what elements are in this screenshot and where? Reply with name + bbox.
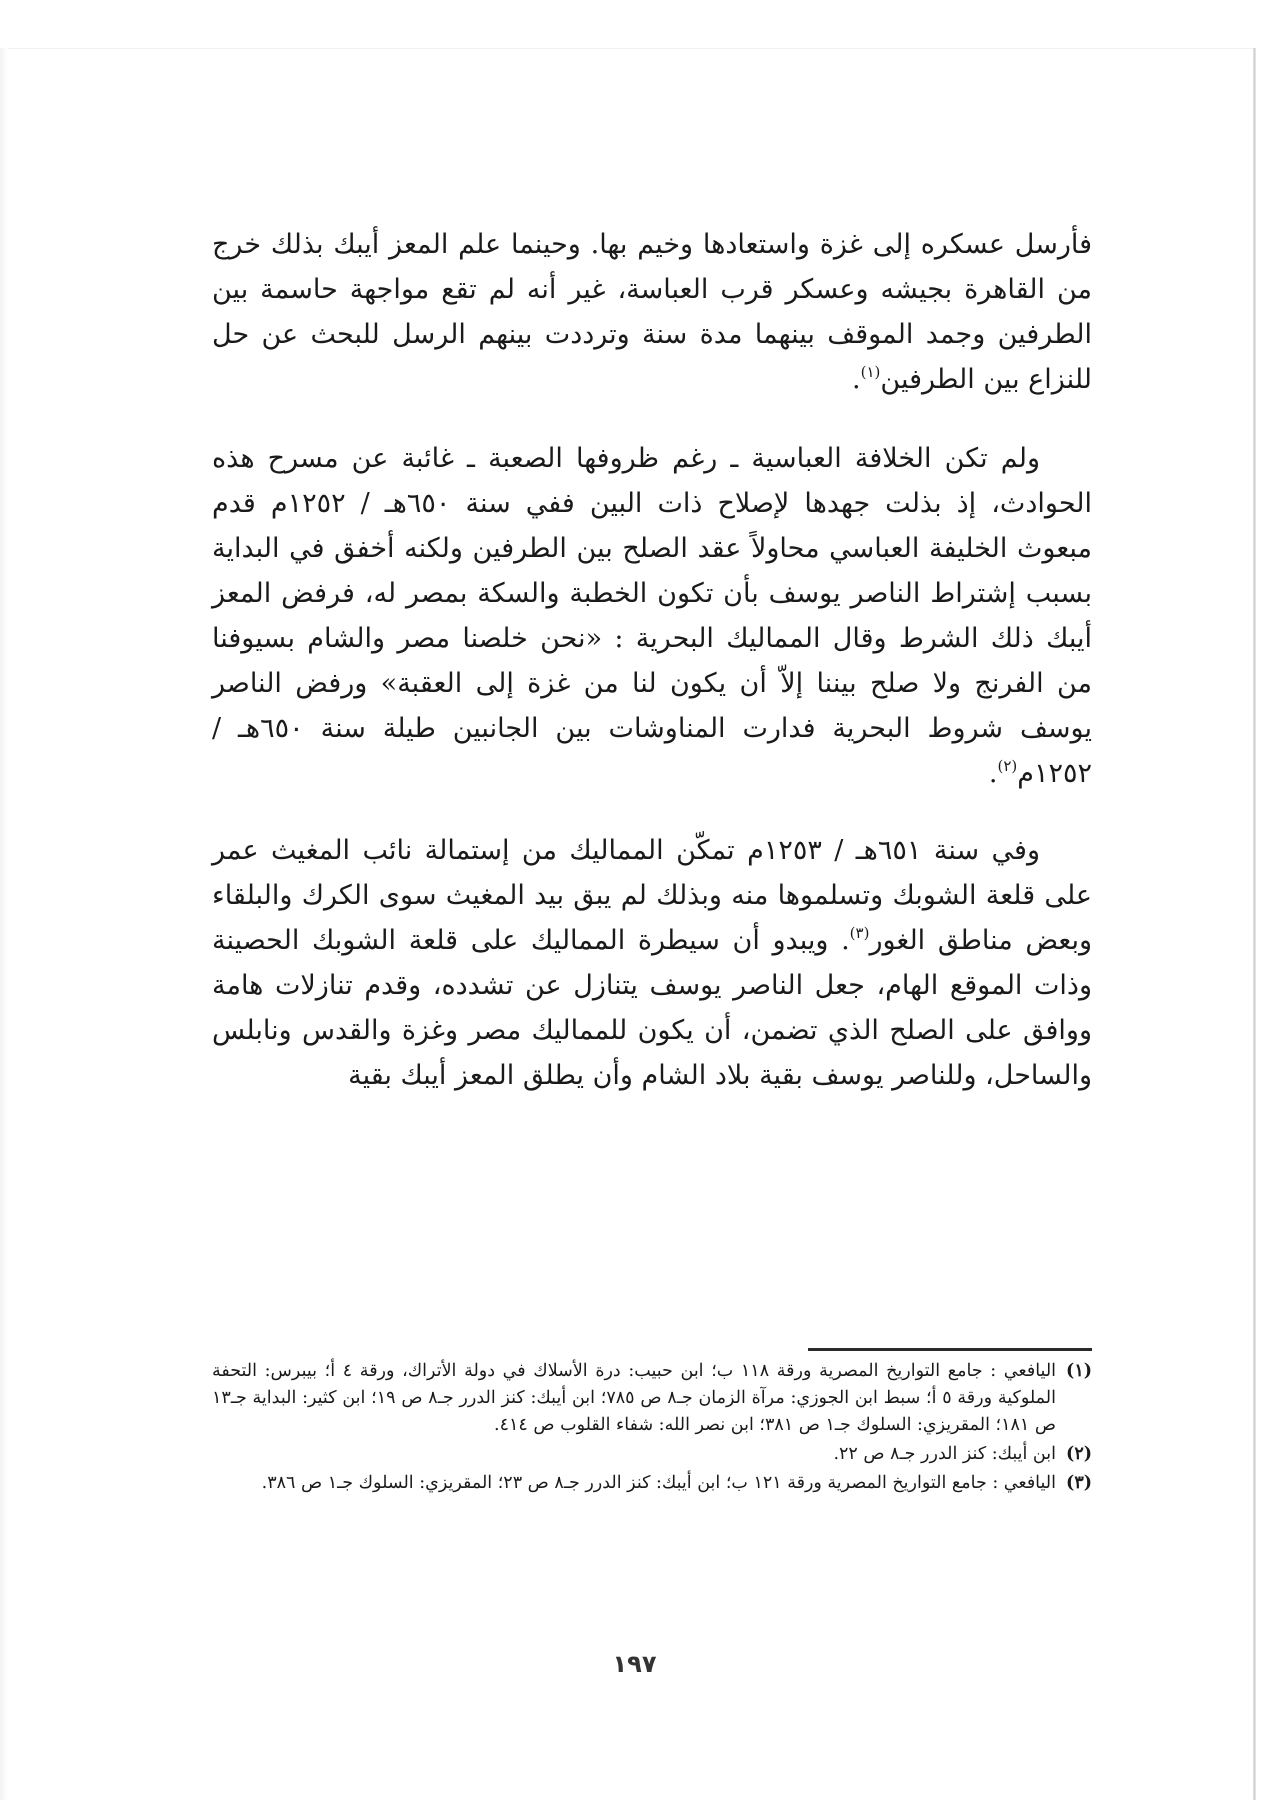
footnote-2-text: ابن أيبك: كنز الدرر جـ٨ ص ٢٢. — [833, 1444, 1056, 1464]
scan-top-edge — [0, 48, 1255, 49]
footnote-ref-1: (١) — [860, 363, 881, 381]
paragraph-1-text: فأرسل عسكره إلى غزة واستعادها وخيم بها. وحينما علم المعز أيبك بذلك خرج من القاهرة بجيشه وعسكر قرب العباسة، غير أنه لم تقع مواجهة حاسمة بين الطرفين وجمد الموقف بينهما مدة سنة وترددت بينهم الرسل للبحث عن حل للنزاع بين الطرفين — [212, 229, 1092, 395]
paragraph-1-end: . — [852, 364, 861, 395]
scan-left-shadow — [0, 48, 8, 1800]
footnote-3 — [212, 1470, 1092, 1497]
paragraph-2-text: ولم تكن الخلافة العباسية ـ رغم ظروفها الصعبة ـ غائبة عن مسرح هذه الحوادث، إذ بذلت جهدها لإصلاح ذات البين ففي سنة ٦٥٠هـ / ١٢٥٢م قدم مبعوث الخليفة العباسي محاولاً عقد الصلح بين الطرفين ولكنه أخفق في البداية بسبب إشتراط الناصر يوسف بأن تكون الخطبة والسكة بمصر له، فرفض المعز أيبك ذلك الشرط وقال المماليك البحرية : «نحن خلصنا مصر والشام بسيوفنا من الفرنج ولا صلح بيننا إلاّ أن يكون لنا من غزة إلى العقبة» ورفض الناصر يوسف شروط البحرية فدارت المناوشات بين الجانبين طيلة سنة ٦٥٠هـ / ١٢٥٢م — [212, 443, 1093, 789]
footnote-3-number: (٣) — [1066, 1473, 1092, 1493]
paragraph-1 — [212, 222, 1092, 402]
footnote-1-number: (١) — [1066, 1361, 1093, 1381]
page-number: ١٩٧ — [612, 1650, 657, 1678]
paragraph-2-end: . — [988, 758, 998, 789]
footnote-1 — [212, 1358, 1092, 1439]
paragraph-3-text-a: وفي سنة ٦٥١هـ / ١٢٥٣م تمكّن المماليك من إستمالة نائب المغيث عمر على قلعة الشوبك وتسلموها منه وبذلك لم يبق بيد المغيث سوى الكرك والبلقاء وبعض مناطق الغور — [212, 835, 1092, 956]
footnote-ref-3: (٣) — [849, 924, 870, 942]
footnote-1-text: اليافعي : جامع التواريخ المصرية ورقة ١١٨ ب؛ ابن حبيب: درة الأسلاك في دولة الأتراك، ورقة ٤ أ؛ بيبرس: التحفة الملوكية ورقة ٥ أ؛ سبط ابن الجوزي: مرآة الزمان جـ٨ ص ٧٨٥؛ ابن أيبك: كنز الدرر جـ٨ ص ١٩؛ ابن كثير: البداية جـ١٣ ص ١٨١؛ المقريزي: السلوك جـ١ ص ٣٨١؛ ابن نصر الله: شفاء القلوب ص ٤١٤. — [212, 1361, 1057, 1435]
paragraph-3-text-b: . ويبدو أن سيطرة المماليك على قلعة الشوبك الحصينة وذات الموقع الهام، جعل الناصر يوسف يتنازل عن تشدده، وقدم تنازلات هامة ووافق على الصلح الذي تضمن، أن يكون للمماليك مصر وغزة والقدس ونابلس والساحل، وللناصر يوسف بقية بلاد الشام وأن يطلق المعز أيبك بقية — [212, 925, 1092, 1091]
footnote-2 — [212, 1441, 1092, 1468]
scan-right-edge — [1253, 48, 1256, 1800]
footnote-2-number: (٢) — [1066, 1444, 1092, 1464]
footnote-separator-rule — [808, 1348, 1092, 1351]
footnote-ref-2: (٢) — [997, 757, 1018, 775]
paragraph-2 — [212, 436, 1092, 796]
footnote-3-text: اليافعي : جامع التواريخ المصرية ورقة ١٢١ ب؛ ابن أيبك: كنز الدرر جـ٨ ص ٢٣؛ المقريزي: السلوك جـ١ ص ٣٨٦. — [261, 1473, 1056, 1493]
footnotes — [212, 1358, 1092, 1499]
paragraph-3 — [212, 828, 1092, 1098]
page-body — [212, 222, 1092, 1098]
